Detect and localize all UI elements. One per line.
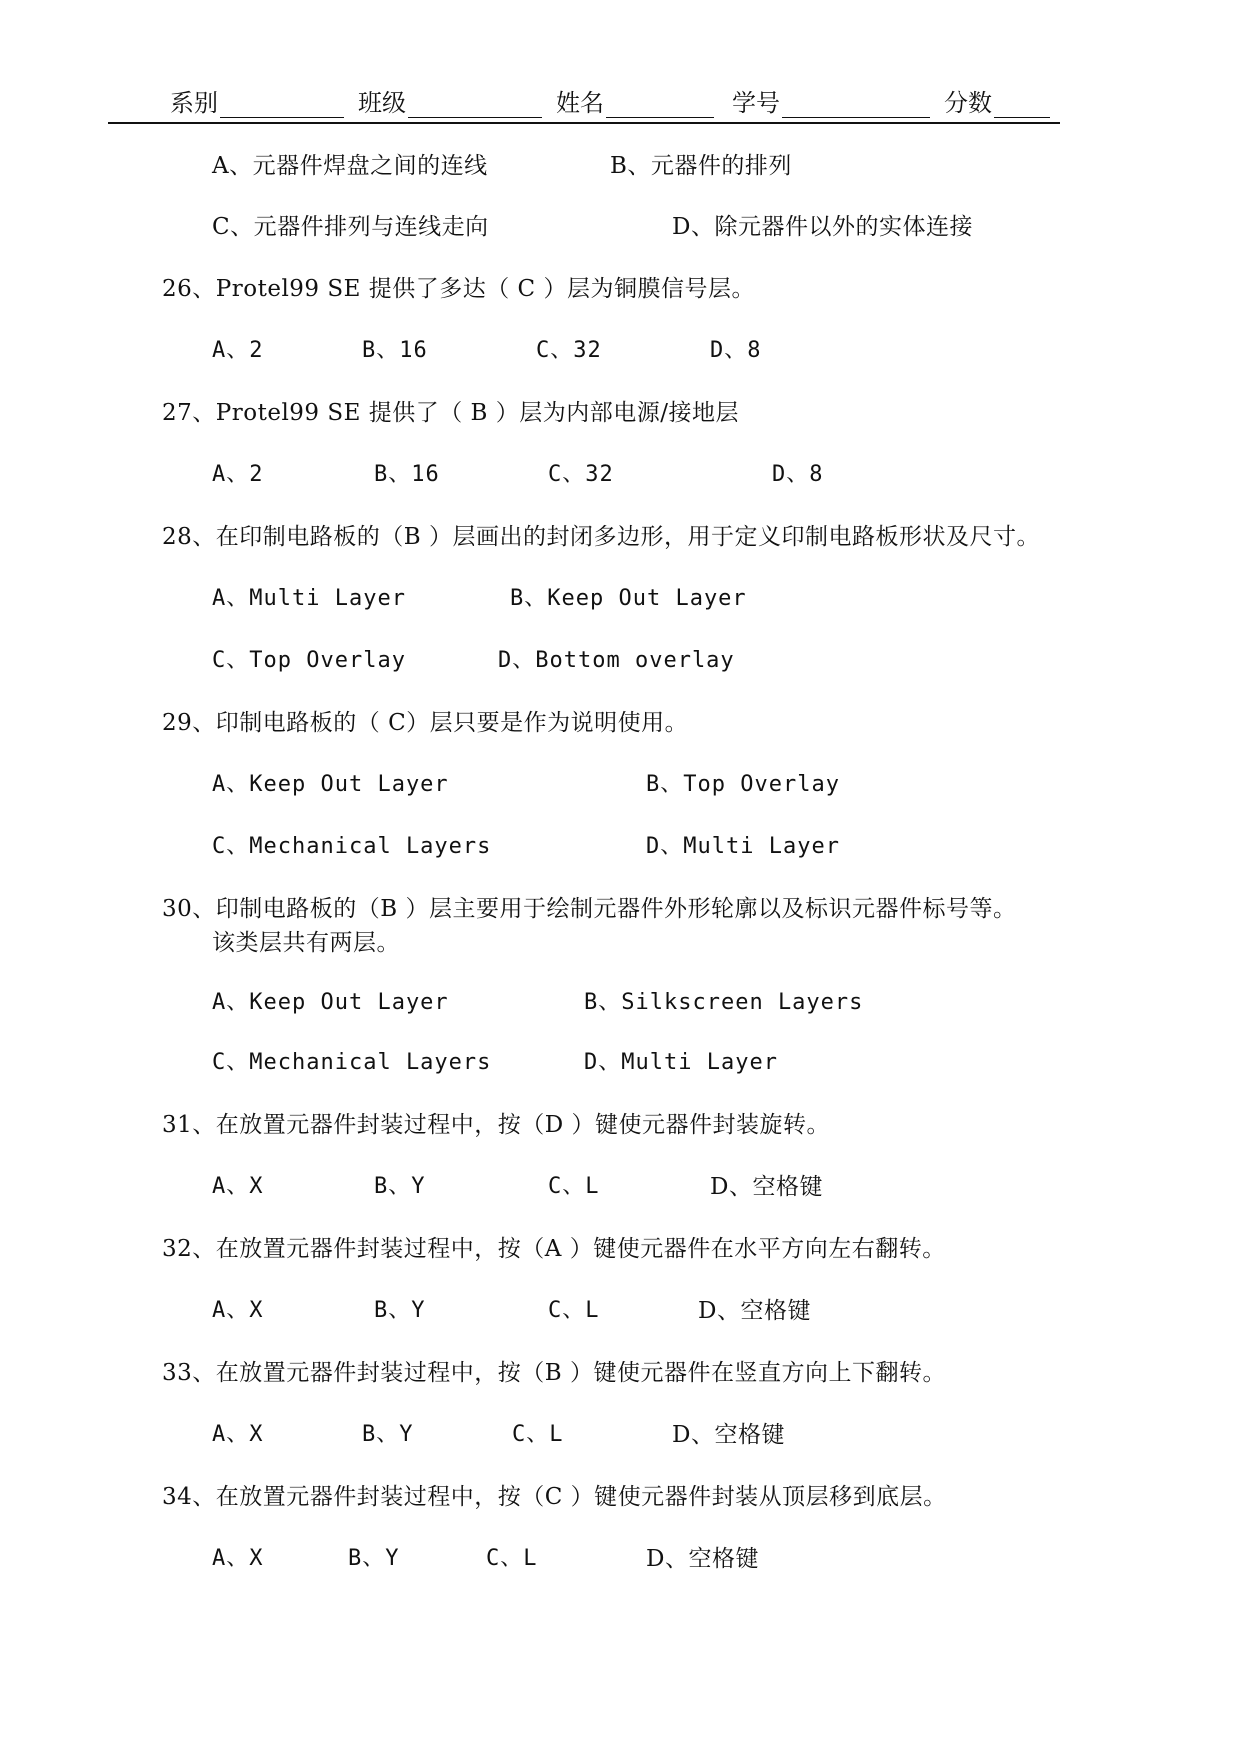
q29-option-a: A、Keep Out Layer	[212, 772, 449, 797]
student-id-blank	[782, 92, 930, 118]
q25-option-d: D、除元器件以外的实体连接	[672, 214, 973, 240]
q29-text: 29、印制电路板的（ C）层只要是作为说明使用。	[162, 710, 689, 736]
q34-option-d: D、空格键	[646, 1546, 759, 1572]
header-rule	[108, 122, 1060, 124]
q34-option-a: A、X	[212, 1546, 264, 1571]
name-blank	[606, 92, 714, 118]
q31-option-d: D、空格键	[710, 1174, 823, 1200]
q30-option-b: B、Silkscreen Layers	[584, 990, 864, 1015]
class-field	[358, 88, 542, 122]
q26-option-a: A、2	[212, 338, 264, 363]
q30-option-d: D、Multi Layer	[584, 1050, 778, 1075]
student-id-field	[732, 88, 930, 122]
q34-option-b: B、Y	[348, 1546, 400, 1571]
name-field	[556, 88, 714, 122]
q31-option-b: B、Y	[374, 1174, 426, 1199]
score-field	[944, 88, 1050, 122]
dept-field	[170, 88, 344, 122]
q30-option-c: C、Mechanical Layers	[212, 1050, 492, 1075]
q29-option-b: B、Top Overlay	[646, 772, 840, 797]
dept-blank	[220, 92, 344, 118]
q28-text: 28、在印制电路板的（B ）层画出的封闭多边形，用于定义印制电路板形状及尺寸。	[162, 524, 1040, 550]
student-id-label: 学号	[732, 89, 780, 117]
q27-option-b: B、16	[374, 462, 440, 487]
q25-option-a: A、元器件焊盘之间的连线	[212, 153, 488, 179]
q34-text: 34、在放置元器件封装过程中，按（C ）键使元器件封装从顶层移到底层。	[162, 1484, 947, 1510]
q32-option-a: A、X	[212, 1298, 264, 1323]
q25-option-b: B、元器件的排列	[610, 153, 792, 179]
class-blank	[408, 92, 542, 118]
q32-option-b: B、Y	[374, 1298, 426, 1323]
q34-option-c: C、L	[486, 1546, 538, 1571]
q26-text: 26、Protel99 SE 提供了多达（ C ）层为铜膜信号层。	[162, 276, 755, 302]
score-label: 分数	[944, 89, 992, 117]
q33-option-b: B、Y	[362, 1422, 414, 1447]
q26-option-d: D、8	[710, 338, 762, 363]
q27-option-d: D、8	[772, 462, 824, 487]
q33-option-c: C、L	[512, 1422, 564, 1447]
q30-text-cont: 该类层共有两层。	[212, 930, 400, 956]
q26-option-b: B、16	[362, 338, 428, 363]
q29-option-d: D、Multi Layer	[646, 834, 840, 859]
q26-option-c: C、32	[536, 338, 602, 363]
q31-option-c: C、L	[548, 1174, 600, 1199]
q27-text: 27、Protel99 SE 提供了（ B ）层为内部电源/接地层	[162, 400, 740, 426]
q31-text: 31、在放置元器件封装过程中，按（D ）键使元器件封装旋转。	[162, 1112, 831, 1138]
q33-option-a: A、X	[212, 1422, 264, 1447]
score-blank	[994, 92, 1050, 118]
q32-text: 32、在放置元器件封装过程中，按（A ）键使元器件在水平方向左右翻转。	[162, 1236, 946, 1262]
q25-option-c: C、元器件排列与连线走向	[212, 214, 489, 240]
class-label: 班级	[358, 89, 406, 117]
q29-option-c: C、Mechanical Layers	[212, 834, 492, 859]
name-label: 姓名	[556, 89, 604, 117]
q31-option-a: A、X	[212, 1174, 264, 1199]
dept-label: 系别	[170, 89, 218, 117]
q32-option-c: C、L	[548, 1298, 600, 1323]
q30-text: 30、印制电路板的（B ）层主要用于绘制元器件外形轮廓以及标识元器件标号等。	[162, 896, 1017, 922]
q33-text: 33、在放置元器件封装过程中，按（B ）键使元器件在竖直方向上下翻转。	[162, 1360, 946, 1386]
q32-option-d: D、空格键	[698, 1298, 811, 1324]
q27-option-a: A、2	[212, 462, 264, 487]
q27-option-c: C、32	[548, 462, 614, 487]
q28-option-c: C、Top Overlay	[212, 648, 406, 673]
q28-option-a: A、Multi Layer	[212, 586, 406, 611]
q33-option-d: D、空格键	[672, 1422, 785, 1448]
q28-option-d: D、Bottom overlay	[498, 648, 735, 673]
q28-option-b: B、Keep Out Layer	[510, 586, 747, 611]
q30-option-a: A、Keep Out Layer	[212, 990, 449, 1015]
